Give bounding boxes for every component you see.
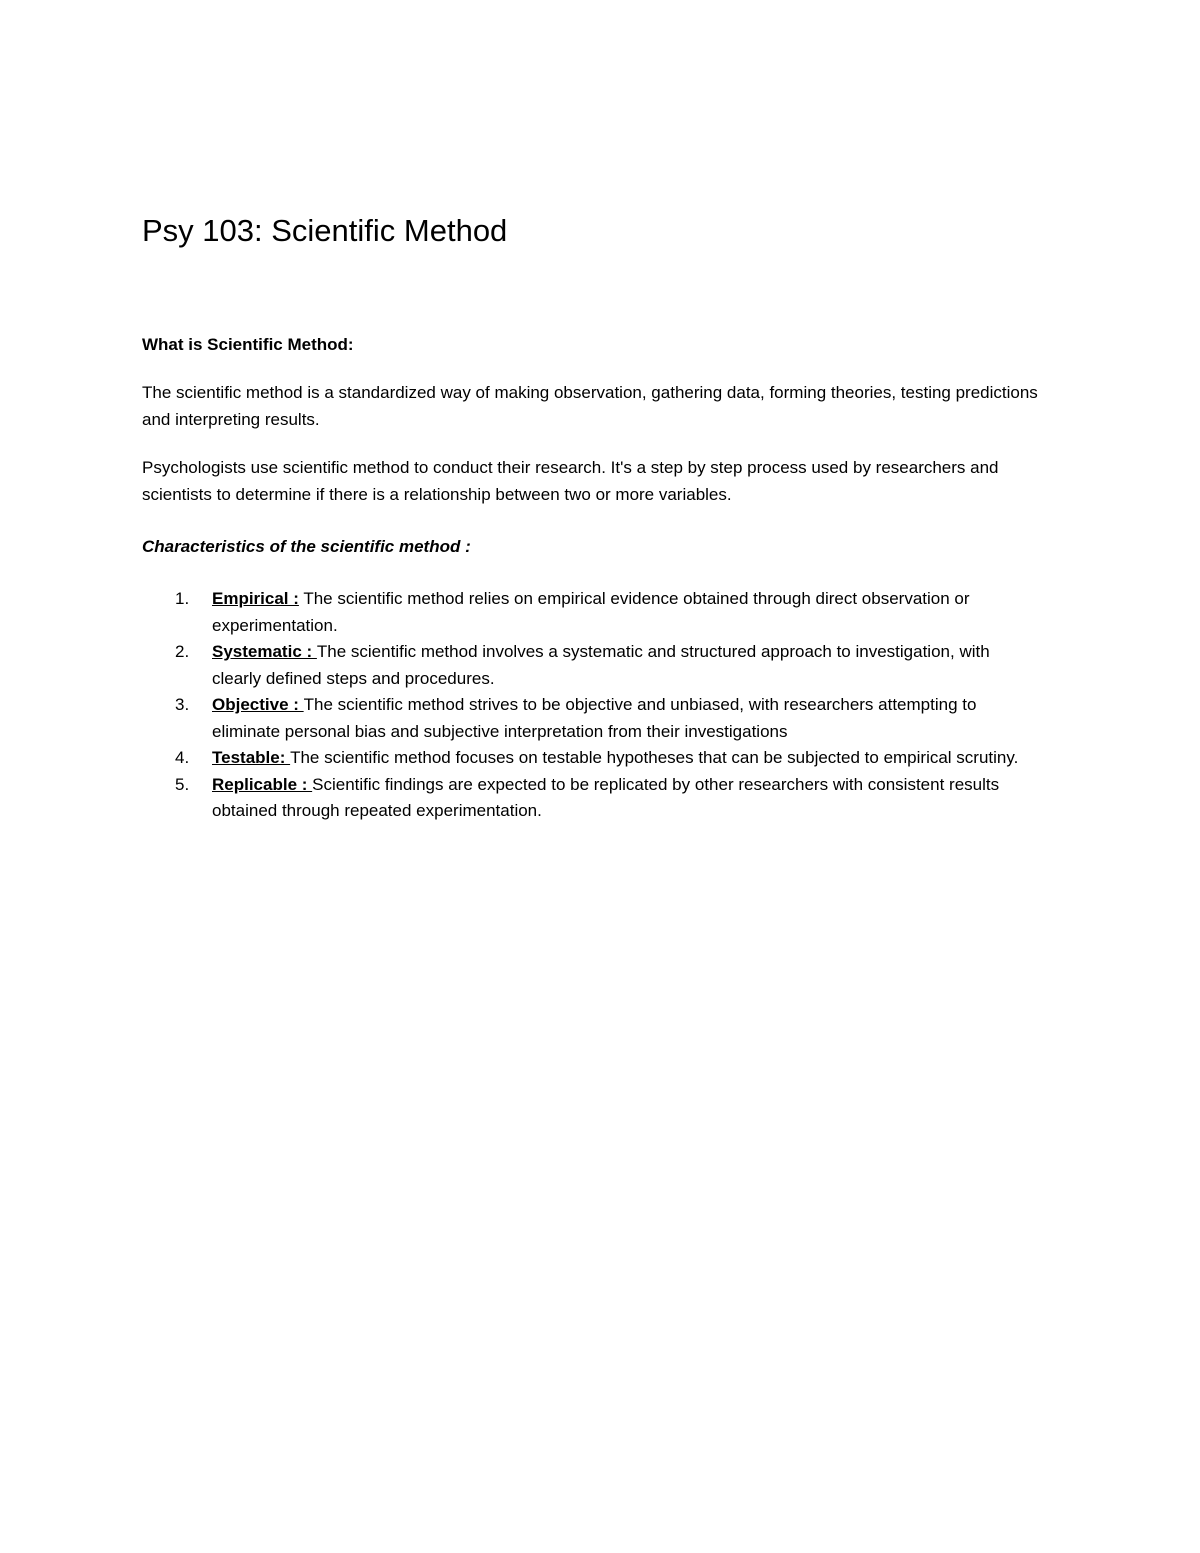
- list-item-term: Systematic :: [212, 642, 317, 661]
- list-item: [142, 692, 1042, 745]
- document-content: [142, 210, 1042, 825]
- list-item-text: The scientific method focuses on testable hypotheses that can be subjected to empirical scrutiny.: [290, 748, 1019, 767]
- list-item-text: Scientific findings are expected to be replicated by other researchers with consistent results obtained through repeated experimentation.: [212, 774, 1000, 820]
- list-item-text: The scientific method relies on empirical evidence obtained through direct observation or experimentation.: [212, 589, 970, 635]
- list-item-number: 2.: [175, 642, 190, 661]
- list-item-term: Replicable :: [212, 774, 313, 794]
- list-item-term: Testable:: [212, 748, 291, 767]
- characteristics-list: [142, 586, 1042, 825]
- document-title: Psy 103: Scientific Method: [142, 213, 508, 248]
- list-item-number: 1.: [175, 589, 190, 608]
- list-item-term: Empirical :: [212, 589, 299, 608]
- paragraph-psychologists: Psychologists use scientific method to conduct their research. It's a step by step process used by researchers and scientists to determine if there is a relationship between two or more variables.: [142, 458, 999, 504]
- paragraph-definition: The scientific method is a standardized way of making observation, gathering data, forming theories, testing predictions and interpreting results.: [142, 383, 1038, 429]
- list-item-term: Objective :: [212, 695, 304, 714]
- characteristics-heading: Characteristics of the scientific method :: [142, 537, 471, 556]
- list-item: [142, 772, 1042, 825]
- list-item-number: 4.: [175, 748, 190, 767]
- list-item: [142, 639, 1042, 692]
- list-item-text: The scientific method strives to be objective and unbiased, with researchers attempting to eliminate personal bias and subjective interpretation from their investigations: [212, 695, 977, 741]
- list-item: [142, 586, 1042, 639]
- list-item: [142, 745, 1042, 772]
- list-item-text: The scientific method involves a systematic and structured approach to investigation, with clearly defined steps and procedures.: [212, 642, 990, 688]
- section-heading-what-is: What is Scientific Method:: [142, 335, 354, 354]
- list-item-number: 3.: [175, 695, 190, 714]
- list-item-number: 5.: [175, 774, 190, 794]
